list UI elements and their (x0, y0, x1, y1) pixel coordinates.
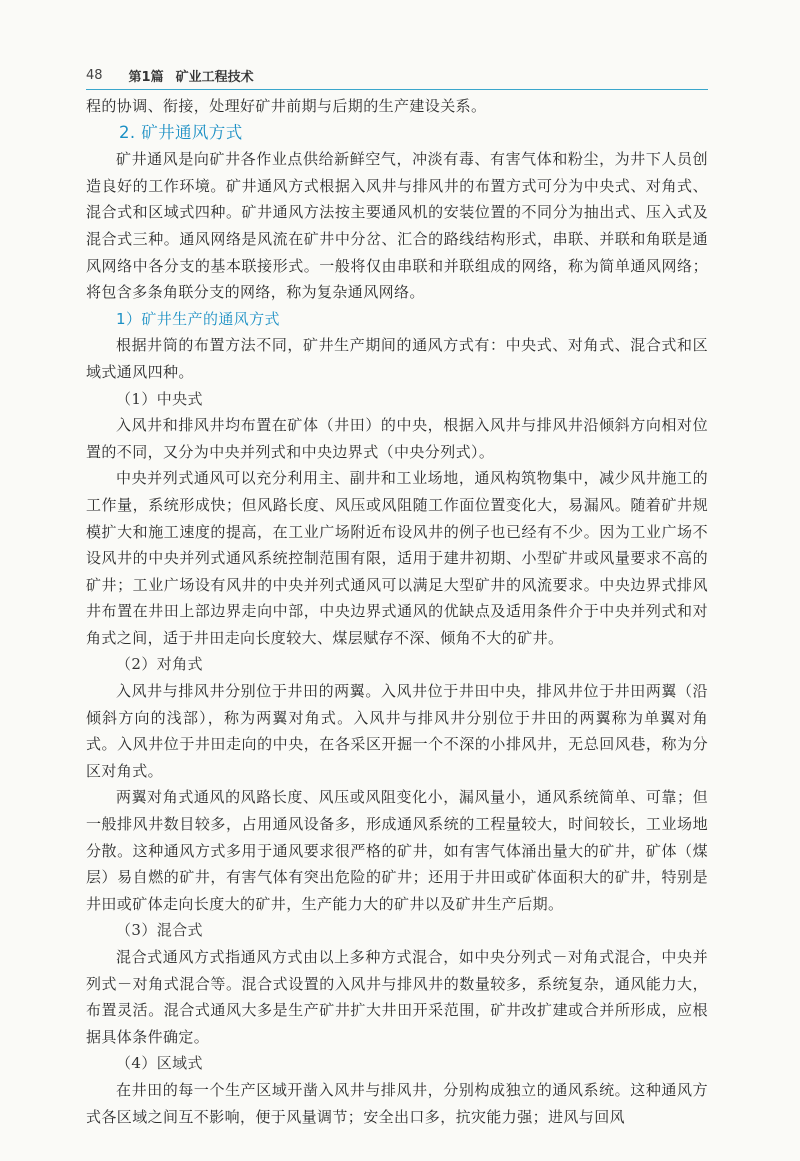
paragraph: 根据井筒的布置方法不同，矿井生产期间的通风方式有：中央式、对角式、混合式和区域式通风四种。 (86, 336, 708, 381)
paragraph: 在井田的每一个生产区域开凿入风井与排风井，分别构成独立的通风系统。这种通风方式各区域之间互不影响，便于风量调节；安全出口多，抗灾能力强；进风与回风 (86, 1080, 708, 1126)
paragraph: 矿井通风是向矿井各作业点供给新鲜空气，冲淡有毒、有害气体和粉尘，为井下人员创造良好的工作环境。矿井通风方式根据入风井与排风井的布置方式可分为中央式、对角式、混合式和区域式四种。矿井通风方法按主要通风机的安装位置的不同分为抽出式、压入式及混合式三种。通风网络是风流在矿井中分岔、汇合的路线结构形式，串联、并联和角联是通风网络中各分支的基本联接形式。一般将仅由串联和并联组成的网络，称为简单通风网络；将包含多条角联分支的网络，称为复杂通风网络。 (86, 150, 708, 302)
item-heading-mixed: （3）混合式 (116, 921, 203, 940)
part-label: 第1篇 (128, 69, 164, 85)
item-heading-central: （1）中央式 (116, 389, 203, 408)
item-heading-diagonal: （2）对角式 (116, 655, 203, 674)
running-header (86, 62, 708, 88)
page-body (86, 93, 708, 1130)
paragraph: 入风井和排风井均布置在矿体（井田）的中央，根据入风井与排风井沿倾斜方向相对位置的不同，又分为中央并列式和中央边界式（中央分列式）。 (86, 416, 708, 461)
section-heading: 2. 矿井通风方式 (119, 122, 243, 142)
paragraph: 中央并列式通风可以充分利用主、副井和工业场地，通风构筑物集中，减少风井施工的工作量，系统形成快；但风路长度、风压或风阻随工作面位置变化大，易漏风。随着矿井规模扩大和施工速度的提高，在工业广场附近布设风井的例子也已经有不少。因为工业广场不设风井的中央并列式通风系统控制范围有限，适用于建井初期、小型矿井或风量要求不高的矿井；工业广场设有风井的中央并列式通风可以满足大型矿井的风流要求。中央边界式排风井布置在井田上部边界走向中部，中央边界式通风的优缺点及适用条件介于中央并列式和对角式之间，适于井田走向长度较大、煤层赋存不深、倾角不大的矿井。 (86, 469, 708, 647)
chapter-title: 矿业工程技术 (175, 69, 254, 85)
paragraph: 入风井与排风井分别位于井田的两翼。入风井位于井田中央，排风井位于井田两翼（沿倾斜方向的浅部），称为两翼对角式。入风井与排风井分别位于井田的两翼称为单翼对角式。入风井位于井田走向的中央，在各采区开掘一个不深的小排风井，无总回风巷，称为分区对角式。 (86, 682, 708, 780)
paragraph-continued: 程的协调、衔接，处理好矿井前期与后期的生产建设关系。 (86, 97, 487, 115)
page-number: 48 (86, 67, 103, 83)
item-heading-regional: （4）区域式 (116, 1054, 203, 1073)
paragraph: 混合式通风方式指通风方式由以上多种方式混合，如中央分列式－对角式混合，中央并列式－对角式混合等。混合式设置的入风井与排风井的数量较多，系统复杂，通风能力大，布置灵活。混合式通风大多是生产矿井扩大井田开采范围，矿井改扩建或合并所形成，应根据具体条件确定。 (86, 948, 708, 1046)
subsection-heading: 1）矿井生产的通风方式 (116, 309, 280, 328)
header-rule (86, 89, 708, 90)
paragraph: 两翼对角式通风的风路长度、风压或风阻变化小，漏风量小，通风系统简单、可靠；但一般排风井数目较多，占用通风设备多，形成通风系统的工程量较大，时间较长，工业场地分散。这种通风方式多用于通风要求很严格的矿井，如有害气体涌出量大的矿井，矿体（煤层）易自燃的矿井，有害气体有突出危险的矿井；还用于井田或矿体面积大的矿井，特别是井田或矿体走向长度大的矿井，生产能力大的矿井以及矿井生产后期。 (86, 788, 708, 913)
